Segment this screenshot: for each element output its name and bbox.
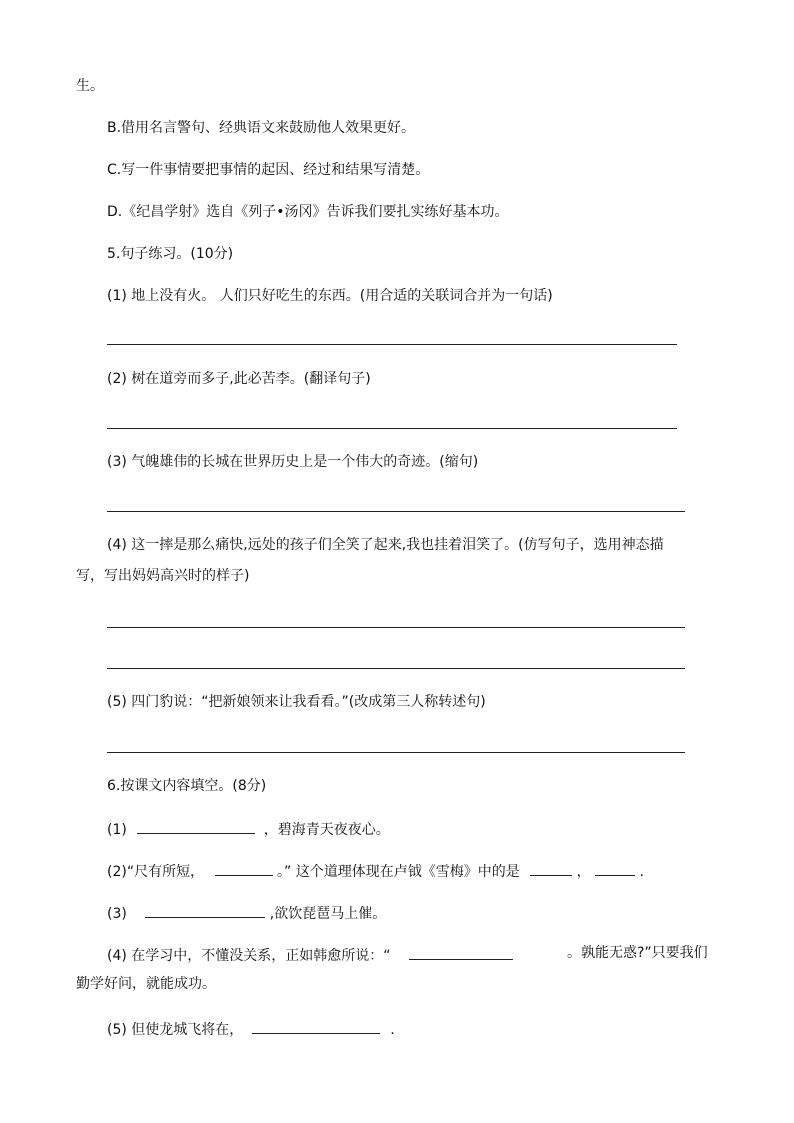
q6-item-5-suffix: . (390, 1022, 395, 1038)
q6-item-4-prefix: (4) 在学习中，不懂没关系，正如韩愈所说：“ (107, 948, 391, 964)
answer-line[interactable] (107, 428, 677, 429)
q6-item-3 (107, 903, 386, 923)
answer-line[interactable] (107, 511, 685, 512)
q6-item-2-prefix: (2)“尺有所短， (107, 864, 205, 880)
q5-item-3: (3) 气魄雄伟的长城在世界历史上是一个伟大的奇迹。(缩句) (107, 454, 479, 470)
q5-heading: 5.句子练习。(10分) (107, 246, 234, 262)
answer-line[interactable] (107, 344, 677, 345)
q6-item-2 (107, 861, 644, 881)
fill-blank[interactable] (530, 861, 572, 876)
answer-line[interactable] (107, 668, 685, 669)
q6-item-4-suffix: 。孰能无惑?”只要我们勤学好问，就能成功。 (76, 945, 708, 992)
q5-item-4: (4) 这一摔是那么痛快,远处的孩子们全笑了起来,我也挂着泪笑了。(仿写句子，选用神态描写，写出妈妈高兴时的样子) (76, 537, 664, 584)
q6-item-3-prefix: (3) (107, 906, 127, 922)
q6-item-2-mid: 。” 这个道理体现在卢钺《雪梅》中的是 (277, 864, 520, 880)
q5-item-1: (1) 地上没有火。 人们只好吃生的东西。(用合适的关联词合并为一句话) (107, 288, 553, 304)
q6-item-1 (107, 819, 390, 839)
q6-item-5 (107, 1019, 395, 1039)
q6-heading: 6.按课文内容填空。(8分) (107, 778, 267, 794)
q6-item-2-end: . (639, 864, 644, 880)
q6-item-1-prefix: (1) (107, 822, 127, 838)
fill-blank[interactable] (137, 819, 255, 834)
option-c: C.写一件事情要把事情的起因、经过和结果写清楚。 (107, 162, 430, 178)
option-d: D.《纪昌学射》选自《列子•汤冈》告诉我们要扎实练好基本功。 (107, 204, 509, 220)
q6-item-5-prefix: (5) 但使龙城飞将在， (107, 1022, 244, 1038)
q6-item-3-suffix: ,欲饮琵琶马上催。 (269, 906, 387, 922)
fill-blank[interactable] (595, 861, 635, 876)
q5-item-2: (2) 树在道旁而多子,此必苦李。(翻译句子) (107, 371, 371, 387)
fill-blank[interactable] (145, 903, 265, 918)
fill-blank[interactable] (252, 1019, 380, 1034)
answer-line[interactable] (107, 752, 685, 753)
q6-item-1-suffix: ，碧海青天夜夜心。 (263, 822, 390, 838)
answer-line[interactable] (107, 627, 685, 628)
q6-item-2-sep: ， (576, 864, 591, 880)
fill-blank[interactable] (215, 861, 273, 876)
q5-item-5: (5) 四门豹说：“把新娘领来让我看看。”(改成第三人称转述句) (107, 694, 486, 710)
top-fragment: 生。 (76, 78, 104, 94)
option-b: B.借用名言警句、经典语文来鼓励他人效果更好。 (107, 120, 416, 136)
